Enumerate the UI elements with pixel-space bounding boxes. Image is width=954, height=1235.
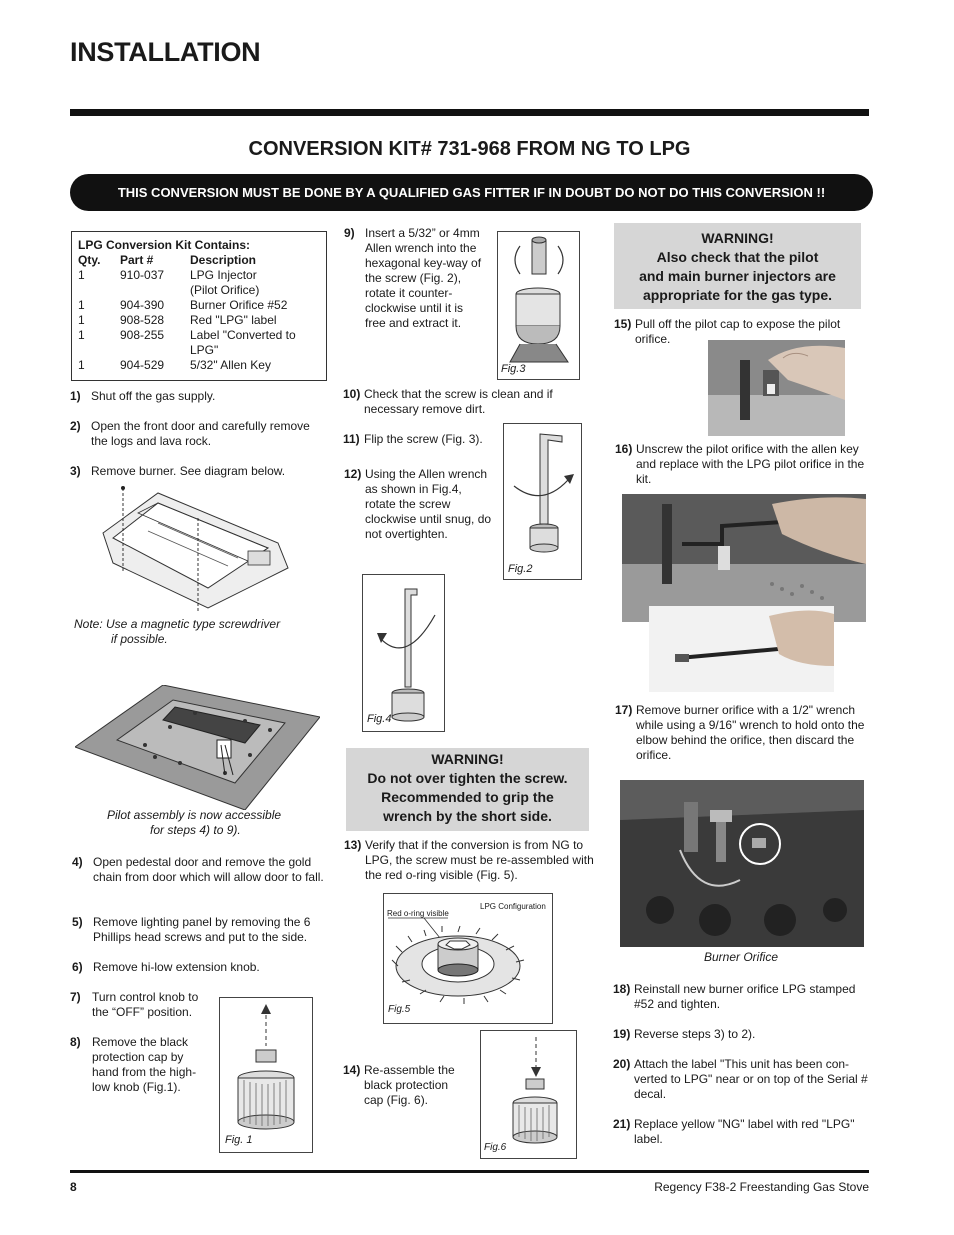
fig6-label: Fig.6 — [484, 1142, 507, 1153]
kit-header-qty: Qty. — [78, 253, 101, 267]
fig2-label: Fig.2 — [508, 563, 533, 575]
step-7: 7) Turn control knob to the “OFF” position. — [70, 990, 199, 1019]
step-15: 15) Pull off the pilot cap to expose the pilot orifice. — [614, 317, 841, 346]
step-16: 16) Unscrew the pilot orifice with the allen key and replace with the LPG pilot orifice in the kit. — [615, 442, 865, 486]
allen-wrench-ccw-illustration — [504, 424, 581, 579]
step-13: 13) Verify that if the conversion is from NG to LPG, the screw must be re-assembled with the red o-ring visible (Fig. 5). — [344, 838, 594, 882]
step-5: 5) Remove lighting panel by removing the 6 Phillips head screws and put to the side. — [72, 915, 311, 944]
pilot-assembly-diagram — [75, 685, 320, 810]
warning-overtighten: WARNING! Do not over tighten the screw. Recommended to grip the wrench by the short side. — [346, 748, 589, 831]
kit-header-desc: Description — [190, 253, 257, 267]
step-8: 8) Remove the black protection cap by hand from the high-low knob (Fig.1). — [70, 1035, 197, 1094]
kit-contents-box — [71, 231, 327, 381]
figure-5 — [383, 893, 553, 1024]
fig3-label: Fig.3 — [501, 363, 526, 375]
kit-title: LPG Conversion Kit Contains: — [78, 238, 251, 252]
table-row: 1 904-390 Burner Orifice #52 — [78, 298, 288, 312]
photo-allen-key — [622, 494, 866, 622]
note-magnetic-1: Note: Use a magnetic type screwdriver — [74, 617, 281, 631]
warning-injectors: WARNING! Also check that the pilot and main burner injectors are appropriate for the gas type. — [614, 223, 861, 309]
knob-cap-illustration — [220, 998, 312, 1152]
fig4-label: Fig.4 — [367, 713, 392, 725]
safety-banner: THIS CONVERSION MUST BE DONE BY A QUALIFIED GAS FITTER IF IN DOUBT DO NOT DO THIS CONVERSION !! — [70, 174, 873, 211]
figure-4 — [362, 574, 445, 732]
step-10: 10) Check that the screw is clean and if necessary remove dirt. — [343, 387, 553, 416]
step-1: 1) Shut off the gas supply. — [70, 389, 216, 403]
caption-burner-orifice: Burner Orifice — [704, 950, 779, 964]
figure-3 — [497, 231, 580, 380]
step-6: 6) Remove hi-low extension knob. — [72, 960, 260, 974]
step-9: 9) Insert a 5/32” or 4mm Allen wrench into the hexagonal key-way of the screw (Fig. 2), rotate it counter-clockwise until it is free and extract it. — [344, 226, 482, 330]
table-row: 1 910-037 LPG Injector — [78, 268, 257, 282]
fig5-config-label: LPG Configuration — [480, 902, 546, 911]
photo-pilot-cap — [708, 340, 845, 436]
photo-burner-orifice — [620, 780, 864, 947]
step-14: 14) Re-assemble the black protection cap (Fig. 6). — [343, 1063, 455, 1107]
step-3: 3) Remove burner. See diagram below. — [70, 464, 286, 478]
note-magnetic-2: if possible. — [111, 632, 168, 646]
step-20: 20) Attach the label "This unit has been con-verted to LPG" near or on top of the Serial # decal. — [613, 1057, 868, 1101]
table-row: 1 908-528 Red "LPG" label — [78, 313, 277, 327]
fig5-oring-label: Red o-ring visible — [387, 909, 449, 918]
burner-diagram — [98, 483, 298, 613]
kit-table — [78, 253, 320, 373]
table-row: LPG" — [190, 343, 219, 357]
fig5-label: Fig.5 — [388, 1004, 411, 1015]
step-12: 12) Using the Allen wrench as shown in Fig.4, rotate the screw clockwise until snug, do not overtighten. — [344, 467, 492, 541]
step-2: 2) Open the front door and carefully remove the logs and lava rock. — [70, 419, 310, 448]
flipped-screw-illustration — [498, 232, 579, 379]
page-number: 8 — [70, 1180, 77, 1194]
note-pilot-1: Pilot assembly is now accessible — [107, 808, 282, 822]
step-18: 18) Reinstall new burner orifice LPG stamped #52 and tighten. — [613, 982, 856, 1011]
header-rule — [70, 109, 869, 116]
note-pilot-2: for steps 4) to 9). — [150, 823, 241, 837]
step-19: 19) Reverse steps 3) to 2). — [613, 1027, 756, 1041]
figure-2 — [503, 423, 582, 580]
fig1-label: Fig. 1 — [225, 1134, 253, 1146]
footer-title: Regency F38-2 Freestanding Gas Stove — [654, 1180, 869, 1194]
footer-rule — [70, 1170, 869, 1173]
figure-1 — [219, 997, 313, 1153]
step-17: 17) Remove burner orifice with a 1/2" wrench while using a 9/16" wrench to hold onto the elbow behind the orifice, then discard the orifice. — [615, 703, 865, 762]
figure-6 — [480, 1030, 577, 1159]
step-11: 11) Flip the screw (Fig. 3). — [343, 432, 483, 446]
kit-header-part: Part # — [120, 253, 154, 267]
table-row: (Pilot Orifice) — [190, 283, 260, 297]
kit-header-row — [78, 253, 320, 268]
step-21: 21) Replace yellow "NG" label with red "LPG" label. — [613, 1117, 855, 1146]
section-title: INSTALLATION — [70, 37, 261, 67]
photo-pilot-orifice — [649, 606, 834, 692]
allen-wrench-cw-illustration — [363, 575, 444, 731]
table-row: 1 908-255 Label "Converted to — [78, 328, 296, 342]
reassemble-cap-illustration — [481, 1031, 576, 1158]
page-heading: CONVERSION KIT# 731-968 FROM NG TO LPG — [248, 138, 691, 160]
step-4: 4) Open pedestal door and remove the gold chain from door which will allow door to fall. — [72, 855, 324, 884]
table-row: 1 904-529 5/32" Allen Key — [78, 358, 271, 372]
